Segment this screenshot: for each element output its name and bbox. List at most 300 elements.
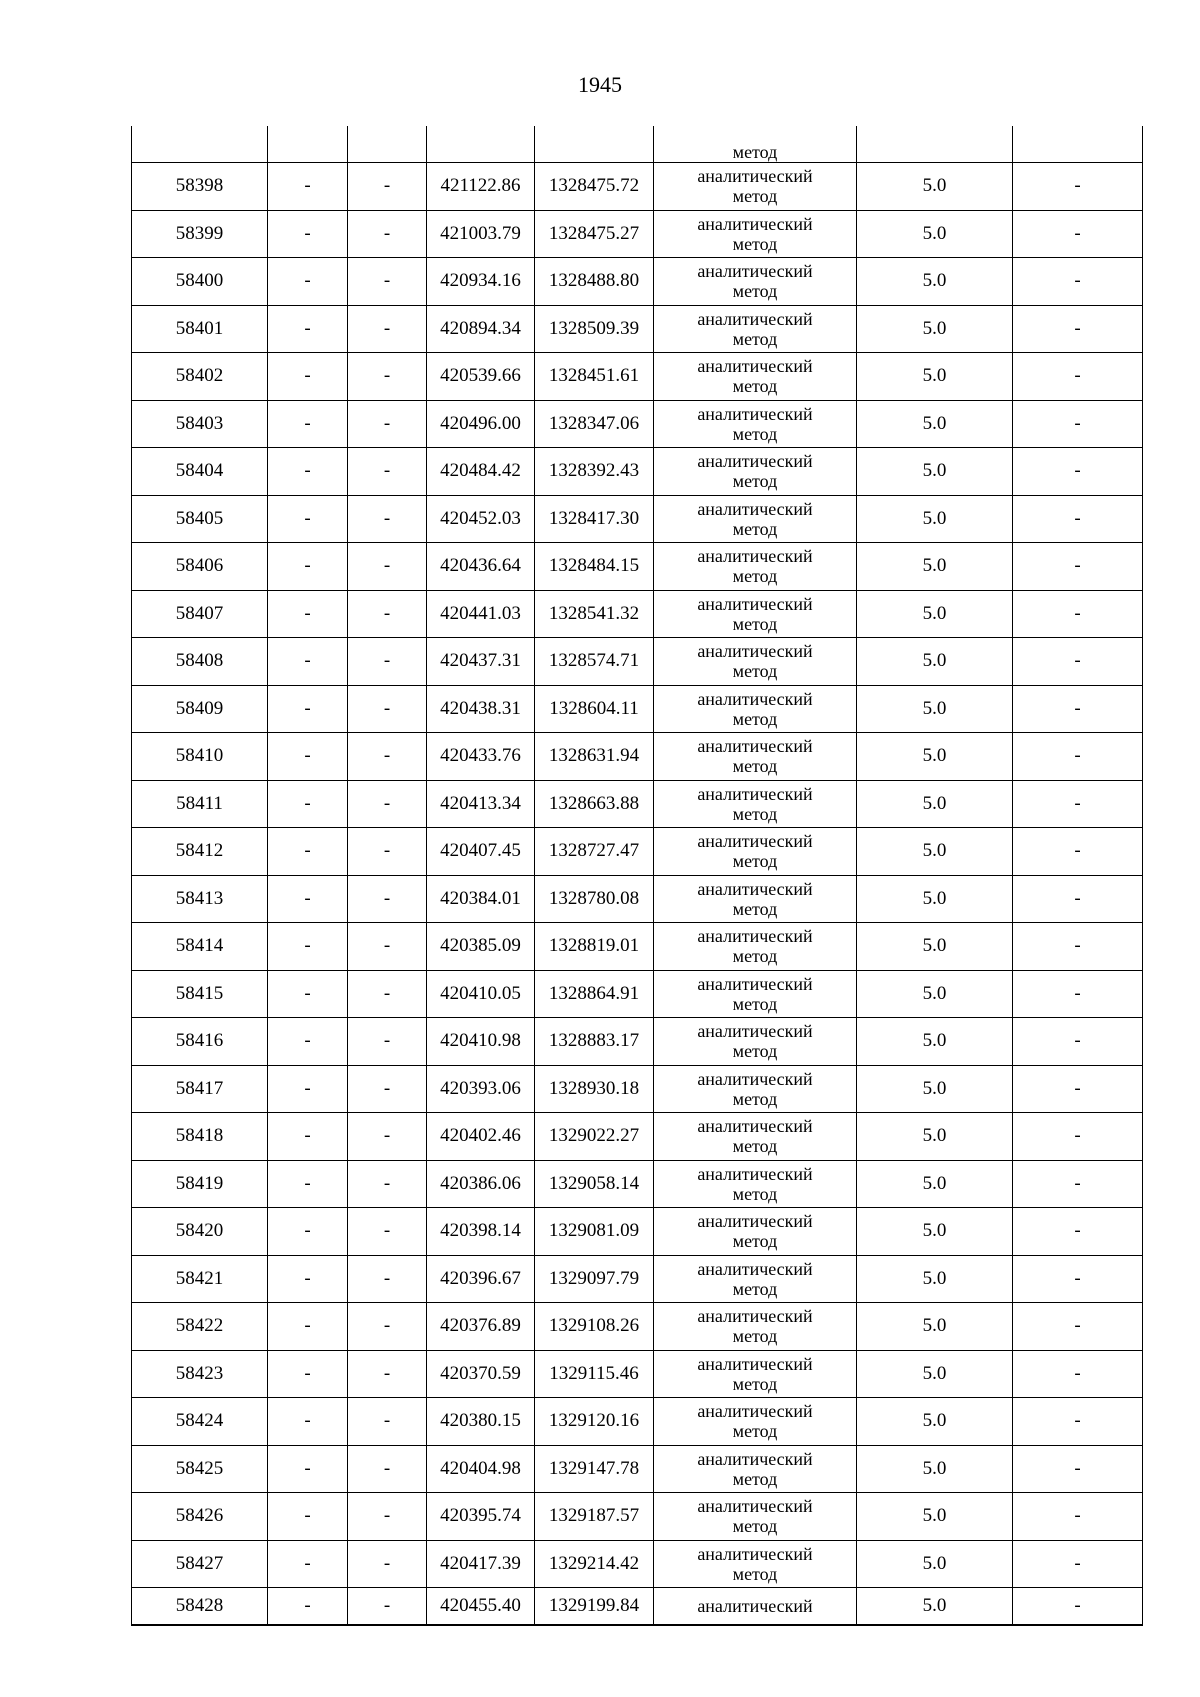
table-row xyxy=(132,828,1143,876)
y-coordinate-cell: 1329022.27 xyxy=(535,1113,654,1161)
dash-cell: - xyxy=(348,1588,427,1626)
method-line-1: аналитический xyxy=(697,1068,813,1089)
table-row xyxy=(132,163,1143,211)
dash-cell: - xyxy=(348,638,427,686)
dash-cell: - xyxy=(268,1018,348,1066)
x-coordinate-cell: 420402.46 xyxy=(427,1113,535,1161)
point-id-cell: 58415 xyxy=(132,970,268,1018)
table-cell-empty xyxy=(535,126,654,163)
method-line-2: метод xyxy=(732,1421,778,1442)
y-coordinate-cell: 1329147.78 xyxy=(535,1445,654,1493)
accuracy-cell: 5.0 xyxy=(857,210,1013,258)
y-coordinate-cell: 1328663.88 xyxy=(535,780,654,828)
point-id-cell: 58427 xyxy=(132,1540,268,1588)
table-row xyxy=(132,685,1143,733)
method-line-1: аналитический xyxy=(697,1496,813,1517)
y-coordinate-cell: 1328780.08 xyxy=(535,875,654,923)
table-row xyxy=(132,210,1143,258)
x-coordinate-cell: 420384.01 xyxy=(427,875,535,923)
y-coordinate-cell: 1328604.11 xyxy=(535,685,654,733)
table-row xyxy=(132,400,1143,448)
accuracy-cell: 5.0 xyxy=(857,638,1013,686)
table-row xyxy=(132,970,1143,1018)
dash-cell: - xyxy=(348,353,427,401)
dash-cell: - xyxy=(1013,1540,1143,1588)
method-line-1: аналитический xyxy=(697,498,813,519)
method-line-2: метод xyxy=(732,708,778,729)
dash-cell: - xyxy=(1013,970,1143,1018)
x-coordinate-cell: 420539.66 xyxy=(427,353,535,401)
method-cell xyxy=(654,210,857,258)
method-line-2: метод xyxy=(732,1041,778,1062)
method-cell xyxy=(654,1398,857,1446)
method-line-2: метод xyxy=(732,1563,778,1584)
y-coordinate-cell: 1328509.39 xyxy=(535,305,654,353)
x-coordinate-cell: 420433.76 xyxy=(427,733,535,781)
x-coordinate-cell: 420396.67 xyxy=(427,1255,535,1303)
point-id-cell: 58401 xyxy=(132,305,268,353)
accuracy-cell: 5.0 xyxy=(857,1255,1013,1303)
point-id-cell: 58408 xyxy=(132,638,268,686)
x-coordinate-cell: 420410.98 xyxy=(427,1018,535,1066)
table-cell-empty xyxy=(1013,126,1143,163)
method-cell xyxy=(654,638,857,686)
coordinates-table xyxy=(131,126,1143,1626)
y-coordinate-cell: 1329058.14 xyxy=(535,1160,654,1208)
method-line-1: аналитический xyxy=(697,308,813,329)
method-cell xyxy=(654,163,857,211)
dash-cell: - xyxy=(348,495,427,543)
dash-cell: - xyxy=(268,780,348,828)
point-id-cell: 58417 xyxy=(132,1065,268,1113)
method-line-2: метод xyxy=(732,1468,778,1489)
method-cell xyxy=(654,1588,857,1626)
accuracy-cell: 5.0 xyxy=(857,1445,1013,1493)
dash-cell: - xyxy=(268,1493,348,1541)
table-cell-empty xyxy=(427,126,535,163)
x-coordinate-cell: 420386.06 xyxy=(427,1160,535,1208)
accuracy-cell: 5.0 xyxy=(857,1303,1013,1351)
dash-cell: - xyxy=(1013,1255,1143,1303)
x-coordinate-cell: 420395.74 xyxy=(427,1493,535,1541)
method-line-2: метод xyxy=(732,186,778,207)
x-coordinate-cell: 420934.16 xyxy=(427,258,535,306)
point-id-cell: 58411 xyxy=(132,780,268,828)
dash-cell: - xyxy=(348,828,427,876)
dash-cell: - xyxy=(268,923,348,971)
x-coordinate-cell: 420398.14 xyxy=(427,1208,535,1256)
method-line-1: аналитический xyxy=(697,1306,813,1327)
method-line-1: аналитический xyxy=(697,878,813,899)
table-row-continuation xyxy=(132,126,1143,163)
table-cell-empty xyxy=(348,126,427,163)
y-coordinate-cell: 1328488.80 xyxy=(535,258,654,306)
x-coordinate-cell: 420484.42 xyxy=(427,448,535,496)
method-cell xyxy=(654,875,857,923)
method-cell xyxy=(654,1303,857,1351)
dash-cell: - xyxy=(268,590,348,638)
dash-cell: - xyxy=(1013,163,1143,211)
x-coordinate-cell: 420385.09 xyxy=(427,923,535,971)
method-line-1: аналитический xyxy=(697,1021,813,1042)
y-coordinate-cell: 1328727.47 xyxy=(535,828,654,876)
dash-cell: - xyxy=(348,1018,427,1066)
y-coordinate-cell: 1329108.26 xyxy=(535,1303,654,1351)
x-coordinate-cell: 420413.34 xyxy=(427,780,535,828)
dash-cell: - xyxy=(268,1113,348,1161)
method-cell xyxy=(654,1113,857,1161)
accuracy-cell: 5.0 xyxy=(857,1493,1013,1541)
method-line-2: метод xyxy=(732,281,778,302)
method-line-2: метод xyxy=(732,851,778,872)
dash-cell: - xyxy=(1013,1018,1143,1066)
accuracy-cell: 5.0 xyxy=(857,780,1013,828)
accuracy-cell: 5.0 xyxy=(857,590,1013,638)
dash-cell: - xyxy=(348,163,427,211)
accuracy-cell: 5.0 xyxy=(857,923,1013,971)
table-row xyxy=(132,733,1143,781)
x-coordinate-cell: 421003.79 xyxy=(427,210,535,258)
dash-cell: - xyxy=(268,875,348,923)
dash-cell: - xyxy=(348,258,427,306)
accuracy-cell: 5.0 xyxy=(857,685,1013,733)
dash-cell: - xyxy=(348,923,427,971)
dash-cell: - xyxy=(348,543,427,591)
point-id-cell: 58418 xyxy=(132,1113,268,1161)
accuracy-cell: 5.0 xyxy=(857,1065,1013,1113)
point-id-cell: 58414 xyxy=(132,923,268,971)
dash-cell: - xyxy=(1013,685,1143,733)
table-cell-empty xyxy=(268,126,348,163)
method-line-1: аналитический xyxy=(697,1448,813,1469)
method-line-2: метод xyxy=(732,946,778,967)
dash-cell: - xyxy=(268,1255,348,1303)
y-coordinate-cell: 1328819.01 xyxy=(535,923,654,971)
accuracy-cell: 5.0 xyxy=(857,1113,1013,1161)
method-cell xyxy=(654,1255,857,1303)
method-cell xyxy=(654,1445,857,1493)
table-row xyxy=(132,590,1143,638)
dash-cell: - xyxy=(1013,1208,1143,1256)
method-cell xyxy=(654,685,857,733)
y-coordinate-cell: 1328574.71 xyxy=(535,638,654,686)
dash-cell: - xyxy=(1013,305,1143,353)
method-cell: метод xyxy=(654,126,857,163)
dash-cell: - xyxy=(1013,1160,1143,1208)
point-id-cell: 58425 xyxy=(132,1445,268,1493)
table-row xyxy=(132,1540,1143,1588)
dash-cell: - xyxy=(348,305,427,353)
dash-cell: - xyxy=(268,733,348,781)
table-cell-empty xyxy=(132,126,268,163)
dash-cell: - xyxy=(348,970,427,1018)
method-cell xyxy=(654,733,857,781)
point-id-cell: 58424 xyxy=(132,1398,268,1446)
method-line-1: аналитический xyxy=(697,166,813,187)
method-line-2: метод xyxy=(732,993,778,1014)
point-id-cell: 58422 xyxy=(132,1303,268,1351)
point-id-cell: 58410 xyxy=(132,733,268,781)
accuracy-cell: 5.0 xyxy=(857,258,1013,306)
method-line-2: метод xyxy=(732,1326,778,1347)
method-line-1: аналитический xyxy=(697,926,813,947)
method-line-2: метод xyxy=(732,518,778,539)
method-line-2: метод xyxy=(732,233,778,254)
x-coordinate-cell: 420437.31 xyxy=(427,638,535,686)
y-coordinate-cell: 1328484.15 xyxy=(535,543,654,591)
accuracy-cell: 5.0 xyxy=(857,495,1013,543)
dash-cell: - xyxy=(1013,733,1143,781)
method-line-1: аналитический xyxy=(697,403,813,424)
dash-cell: - xyxy=(268,828,348,876)
method-cell xyxy=(654,1018,857,1066)
accuracy-cell: 5.0 xyxy=(857,543,1013,591)
dash-cell: - xyxy=(1013,590,1143,638)
table-row xyxy=(132,495,1143,543)
accuracy-cell: 5.0 xyxy=(857,1160,1013,1208)
x-coordinate-cell: 420376.89 xyxy=(427,1303,535,1351)
table-row xyxy=(132,1493,1143,1541)
y-coordinate-cell: 1328541.32 xyxy=(535,590,654,638)
method-cell xyxy=(654,495,857,543)
dash-cell: - xyxy=(348,1445,427,1493)
dash-cell: - xyxy=(268,1445,348,1493)
dash-cell: - xyxy=(348,1493,427,1541)
table-row xyxy=(132,1588,1143,1626)
method-line-1: аналитический xyxy=(697,546,813,567)
dash-cell: - xyxy=(268,305,348,353)
dash-cell: - xyxy=(1013,400,1143,448)
accuracy-cell: 5.0 xyxy=(857,448,1013,496)
dash-cell: - xyxy=(268,1398,348,1446)
method-line-2: метод xyxy=(732,328,778,349)
x-coordinate-cell: 420894.34 xyxy=(427,305,535,353)
y-coordinate-cell: 1328417.30 xyxy=(535,495,654,543)
method-line-1: аналитический xyxy=(697,261,813,282)
table-row xyxy=(132,875,1143,923)
accuracy-cell: 5.0 xyxy=(857,305,1013,353)
dash-cell: - xyxy=(268,1350,348,1398)
method-line-1: аналитический xyxy=(697,973,813,994)
dash-cell: - xyxy=(348,875,427,923)
accuracy-cell: 5.0 xyxy=(857,1350,1013,1398)
dash-cell: - xyxy=(1013,875,1143,923)
method-line-1: аналитический xyxy=(697,1116,813,1137)
y-coordinate-cell: 1328883.17 xyxy=(535,1018,654,1066)
y-coordinate-cell: 1328475.72 xyxy=(535,163,654,211)
method-line-1: аналитический xyxy=(697,688,813,709)
method-line-1: аналитический xyxy=(697,831,813,852)
method-cell xyxy=(654,1160,857,1208)
dash-cell: - xyxy=(348,1350,427,1398)
method-line-2: метод xyxy=(732,1516,778,1537)
x-coordinate-cell: 420380.15 xyxy=(427,1398,535,1446)
method-line-2: метод xyxy=(732,566,778,587)
accuracy-cell: 5.0 xyxy=(857,163,1013,211)
dash-cell: - xyxy=(1013,1588,1143,1626)
method-line-2: метод xyxy=(732,1373,778,1394)
dash-cell: - xyxy=(348,733,427,781)
point-id-cell: 58403 xyxy=(132,400,268,448)
dash-cell: - xyxy=(268,448,348,496)
y-coordinate-cell: 1328475.27 xyxy=(535,210,654,258)
dash-cell: - xyxy=(348,1208,427,1256)
dash-cell: - xyxy=(348,1065,427,1113)
table-row xyxy=(132,258,1143,306)
accuracy-cell: 5.0 xyxy=(857,1398,1013,1446)
method-cell xyxy=(654,400,857,448)
dash-cell: - xyxy=(1013,210,1143,258)
table-row xyxy=(132,1398,1143,1446)
dash-cell: - xyxy=(1013,543,1143,591)
method-cell xyxy=(654,1540,857,1588)
point-id-cell: 58406 xyxy=(132,543,268,591)
y-coordinate-cell: 1329120.16 xyxy=(535,1398,654,1446)
method-line-2: метод xyxy=(732,1231,778,1252)
method-line-1: аналитический xyxy=(697,356,813,377)
point-id-cell: 58405 xyxy=(132,495,268,543)
dash-cell: - xyxy=(348,448,427,496)
dash-cell: - xyxy=(268,210,348,258)
x-coordinate-cell: 420441.03 xyxy=(427,590,535,638)
dash-cell: - xyxy=(348,1113,427,1161)
method-line-2: метод xyxy=(732,1136,778,1157)
dash-cell: - xyxy=(268,1160,348,1208)
table-row xyxy=(132,305,1143,353)
dash-cell: - xyxy=(348,400,427,448)
y-coordinate-cell: 1328864.91 xyxy=(535,970,654,1018)
dash-cell: - xyxy=(1013,1113,1143,1161)
dash-cell: - xyxy=(1013,1065,1143,1113)
table-row xyxy=(132,1445,1143,1493)
y-coordinate-cell: 1328451.61 xyxy=(535,353,654,401)
table-row xyxy=(132,1255,1143,1303)
method-line-1: аналитический xyxy=(697,1401,813,1422)
method-line-1: аналитический xyxy=(697,736,813,757)
dash-cell: - xyxy=(348,1255,427,1303)
point-id-cell: 58416 xyxy=(132,1018,268,1066)
point-id-cell: 58399 xyxy=(132,210,268,258)
accuracy-cell: 5.0 xyxy=(857,1540,1013,1588)
table-row xyxy=(132,1065,1143,1113)
method-line-1: аналитический xyxy=(697,1596,813,1616)
x-coordinate-cell: 420455.40 xyxy=(427,1588,535,1626)
x-coordinate-cell: 420410.05 xyxy=(427,970,535,1018)
accuracy-cell: 5.0 xyxy=(857,1588,1013,1626)
point-id-cell: 58426 xyxy=(132,1493,268,1541)
table-row xyxy=(132,353,1143,401)
accuracy-cell: 5.0 xyxy=(857,1018,1013,1066)
table-row xyxy=(132,543,1143,591)
dash-cell: - xyxy=(1013,258,1143,306)
method-cell xyxy=(654,353,857,401)
method-line-1: аналитический xyxy=(697,641,813,662)
dash-cell: - xyxy=(268,163,348,211)
method-line-1: аналитический xyxy=(697,1258,813,1279)
y-coordinate-cell: 1329199.84 xyxy=(535,1588,654,1626)
method-line-2: метод xyxy=(732,1183,778,1204)
dash-cell: - xyxy=(268,1208,348,1256)
dash-cell: - xyxy=(1013,495,1143,543)
dash-cell: - xyxy=(268,353,348,401)
point-id-cell: 58400 xyxy=(132,258,268,306)
dash-cell: - xyxy=(1013,353,1143,401)
method-line-2: метод xyxy=(732,661,778,682)
point-id-cell: 58428 xyxy=(132,1588,268,1626)
method-line-1: аналитический xyxy=(697,1543,813,1564)
dash-cell: - xyxy=(268,258,348,306)
point-id-cell: 58421 xyxy=(132,1255,268,1303)
dash-cell: - xyxy=(348,1540,427,1588)
dash-cell: - xyxy=(1013,780,1143,828)
dash-cell: - xyxy=(1013,923,1143,971)
method-line-2: метод xyxy=(732,1278,778,1299)
accuracy-cell: 5.0 xyxy=(857,353,1013,401)
point-id-cell: 58412 xyxy=(132,828,268,876)
dash-cell: - xyxy=(348,1398,427,1446)
dash-cell: - xyxy=(268,970,348,1018)
method-cell xyxy=(654,1208,857,1256)
x-coordinate-cell: 420393.06 xyxy=(427,1065,535,1113)
method-cell xyxy=(654,970,857,1018)
table-row xyxy=(132,1303,1143,1351)
method-line-1: аналитический xyxy=(697,213,813,234)
table-row xyxy=(132,1350,1143,1398)
dash-cell: - xyxy=(348,1160,427,1208)
x-coordinate-cell: 420407.45 xyxy=(427,828,535,876)
method-cell xyxy=(654,305,857,353)
method-line-2: метод xyxy=(732,423,778,444)
method-line-2: метод xyxy=(732,1088,778,1109)
y-coordinate-cell: 1328930.18 xyxy=(535,1065,654,1113)
dash-cell: - xyxy=(1013,1493,1143,1541)
method-line-2: метод xyxy=(732,803,778,824)
x-coordinate-cell: 420417.39 xyxy=(427,1540,535,1588)
method-line-1: аналитический xyxy=(697,593,813,614)
method-line-1: аналитический xyxy=(697,783,813,804)
point-id-cell: 58402 xyxy=(132,353,268,401)
table-body xyxy=(132,126,1143,1625)
dash-cell: - xyxy=(348,210,427,258)
method-line-2: метод xyxy=(732,756,778,777)
dash-cell: - xyxy=(1013,1445,1143,1493)
point-id-cell: 58419 xyxy=(132,1160,268,1208)
dash-cell: - xyxy=(268,495,348,543)
accuracy-cell: 5.0 xyxy=(857,828,1013,876)
y-coordinate-cell: 1329187.57 xyxy=(535,1493,654,1541)
dash-cell: - xyxy=(1013,638,1143,686)
dash-cell: - xyxy=(348,685,427,733)
x-coordinate-cell: 421122.86 xyxy=(427,163,535,211)
table-row xyxy=(132,448,1143,496)
method-line-2: метод xyxy=(732,376,778,397)
method-line-1: аналитический xyxy=(697,1163,813,1184)
point-id-cell: 58409 xyxy=(132,685,268,733)
method-line-1: аналитический xyxy=(697,1353,813,1374)
table-row xyxy=(132,638,1143,686)
dash-cell: - xyxy=(268,1588,348,1626)
dash-cell: - xyxy=(268,543,348,591)
method-cell xyxy=(654,828,857,876)
table-row xyxy=(132,1113,1143,1161)
dash-cell: - xyxy=(1013,828,1143,876)
method-cell xyxy=(654,258,857,306)
x-coordinate-cell: 420452.03 xyxy=(427,495,535,543)
x-coordinate-cell: 420436.64 xyxy=(427,543,535,591)
y-coordinate-cell: 1328392.43 xyxy=(535,448,654,496)
table-row xyxy=(132,1208,1143,1256)
table-row xyxy=(132,1018,1143,1066)
